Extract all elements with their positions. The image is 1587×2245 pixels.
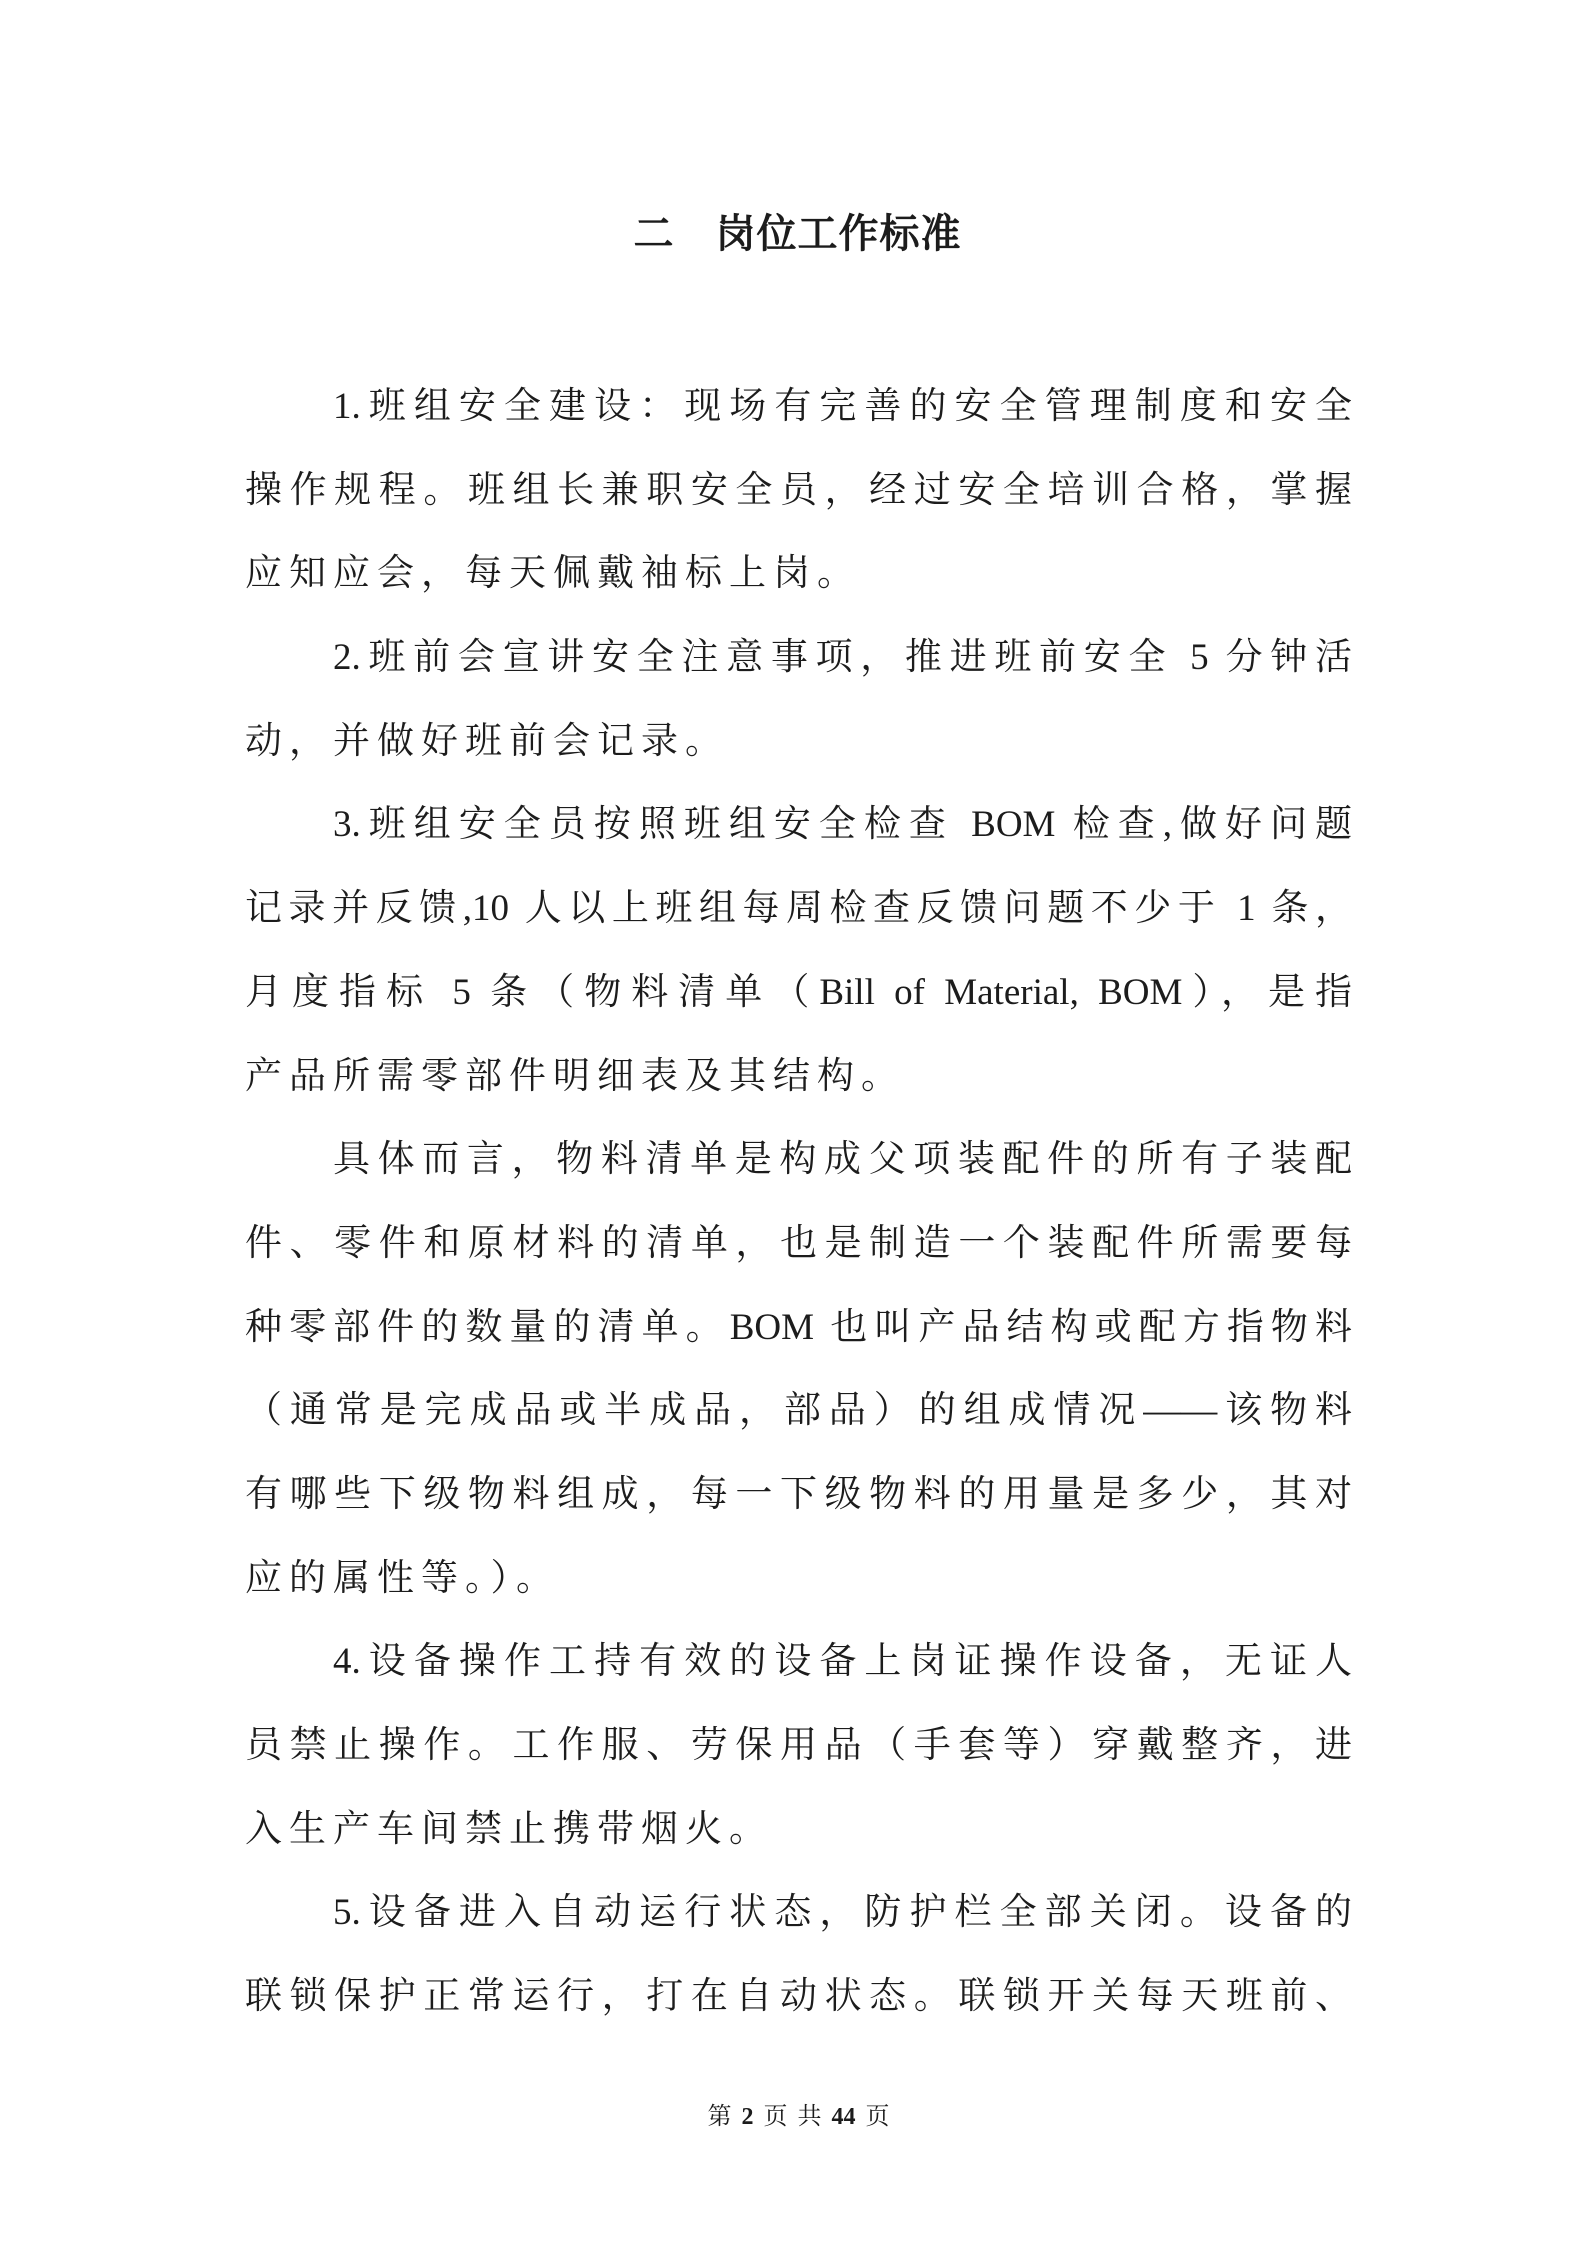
page-label-prefix: 第 [707, 2104, 732, 2130]
paragraph-6-line-1: 5.设备进入自动运行状态，防护栏全部关闭。设备的 [333, 1892, 1352, 1934]
paragraph-4 [245, 1118, 1352, 1620]
section-body [245, 365, 1352, 2039]
paragraph-4-line-1: 具体而言，物料清单是构成父项装配件的所有子装配 [333, 1139, 1352, 1181]
paragraph-3-line-4: 产品所需零部件明细表及其结构。 [245, 1055, 905, 1097]
paragraph-2-line-1: 2.班前会宣讲安全注意事项，推进班前安全 5 分钟活 [333, 637, 1352, 679]
paragraph-3-line-2: 记录并反馈,10 人以上班组每周检查反馈问题不少于 1 条， [245, 888, 1352, 930]
paragraph-1-line-1: 1.班组安全建设：现场有完善的安全管理制度和安全 [333, 386, 1352, 427]
paragraph-3-line-1: 3.班组安全员按照班组安全检查 BOM 检查,做好问题 [333, 804, 1352, 846]
paragraph-1-line-3: 应知应会，每天佩戴袖标上岗。 [245, 553, 861, 595]
paragraph-6 [245, 1871, 1352, 2038]
paragraph-4-line-4: （通常是完成品或半成品，部品）的组成情况——该物料 [245, 1390, 1352, 1432]
paragraph-1 [245, 365, 1352, 616]
paragraph-3 [245, 783, 1352, 1118]
total-label-prefix: 共 [797, 2104, 822, 2130]
paragraph-1-line-2: 操作规程。班组长兼职安全员，经过安全培训合格，掌握 [245, 469, 1352, 511]
paragraph-3-line-3: 月度指标 5 条（物料清单（Bill of Material, BOM），是指 [245, 971, 1352, 1013]
paragraph-4-line-5: 有哪些下级物料组成，每一下级物料的用量是多少，其对 [245, 1473, 1352, 1515]
total-label-suffix: 页 [865, 2104, 890, 2130]
paragraph-2-line-2: 动，并做好班前会记录。 [245, 720, 729, 762]
paragraph-4-line-6: 应的属性等。）。 [245, 1557, 560, 1599]
paragraph-5 [245, 1620, 1352, 1871]
paragraph-5-line-2: 员禁止操作。工作服、劳保用品（手套等）穿戴整齐，进 [245, 1725, 1352, 1766]
paragraph-6-line-2: 联锁保护正常运行，打在自动状态。联锁开关每天班前、 [245, 1976, 1352, 2018]
paragraph-4-line-2: 件、零件和原材料的清单，也是制造一个装配件所需要每 [245, 1222, 1352, 1264]
paragraph-5-line-1: 4.设备操作工持有效的设备上岗证操作设备，无证人 [333, 1641, 1352, 1683]
total-pages: 44 [831, 2104, 856, 2130]
paragraph-5-line-3: 入生产车间禁止携带烟火。 [245, 1808, 773, 1850]
page-label-suffix: 页 [763, 2104, 788, 2130]
page-number: 2 [741, 2104, 754, 2130]
paragraph-2 [245, 616, 1352, 783]
page-footer [0, 2100, 1587, 2134]
section-title: 二 岗位工作标准 [633, 211, 962, 256]
paragraph-4-line-3: 种零部件的数量的清单。BOM 也叫产品结构或配方指物料 [245, 1306, 1352, 1348]
